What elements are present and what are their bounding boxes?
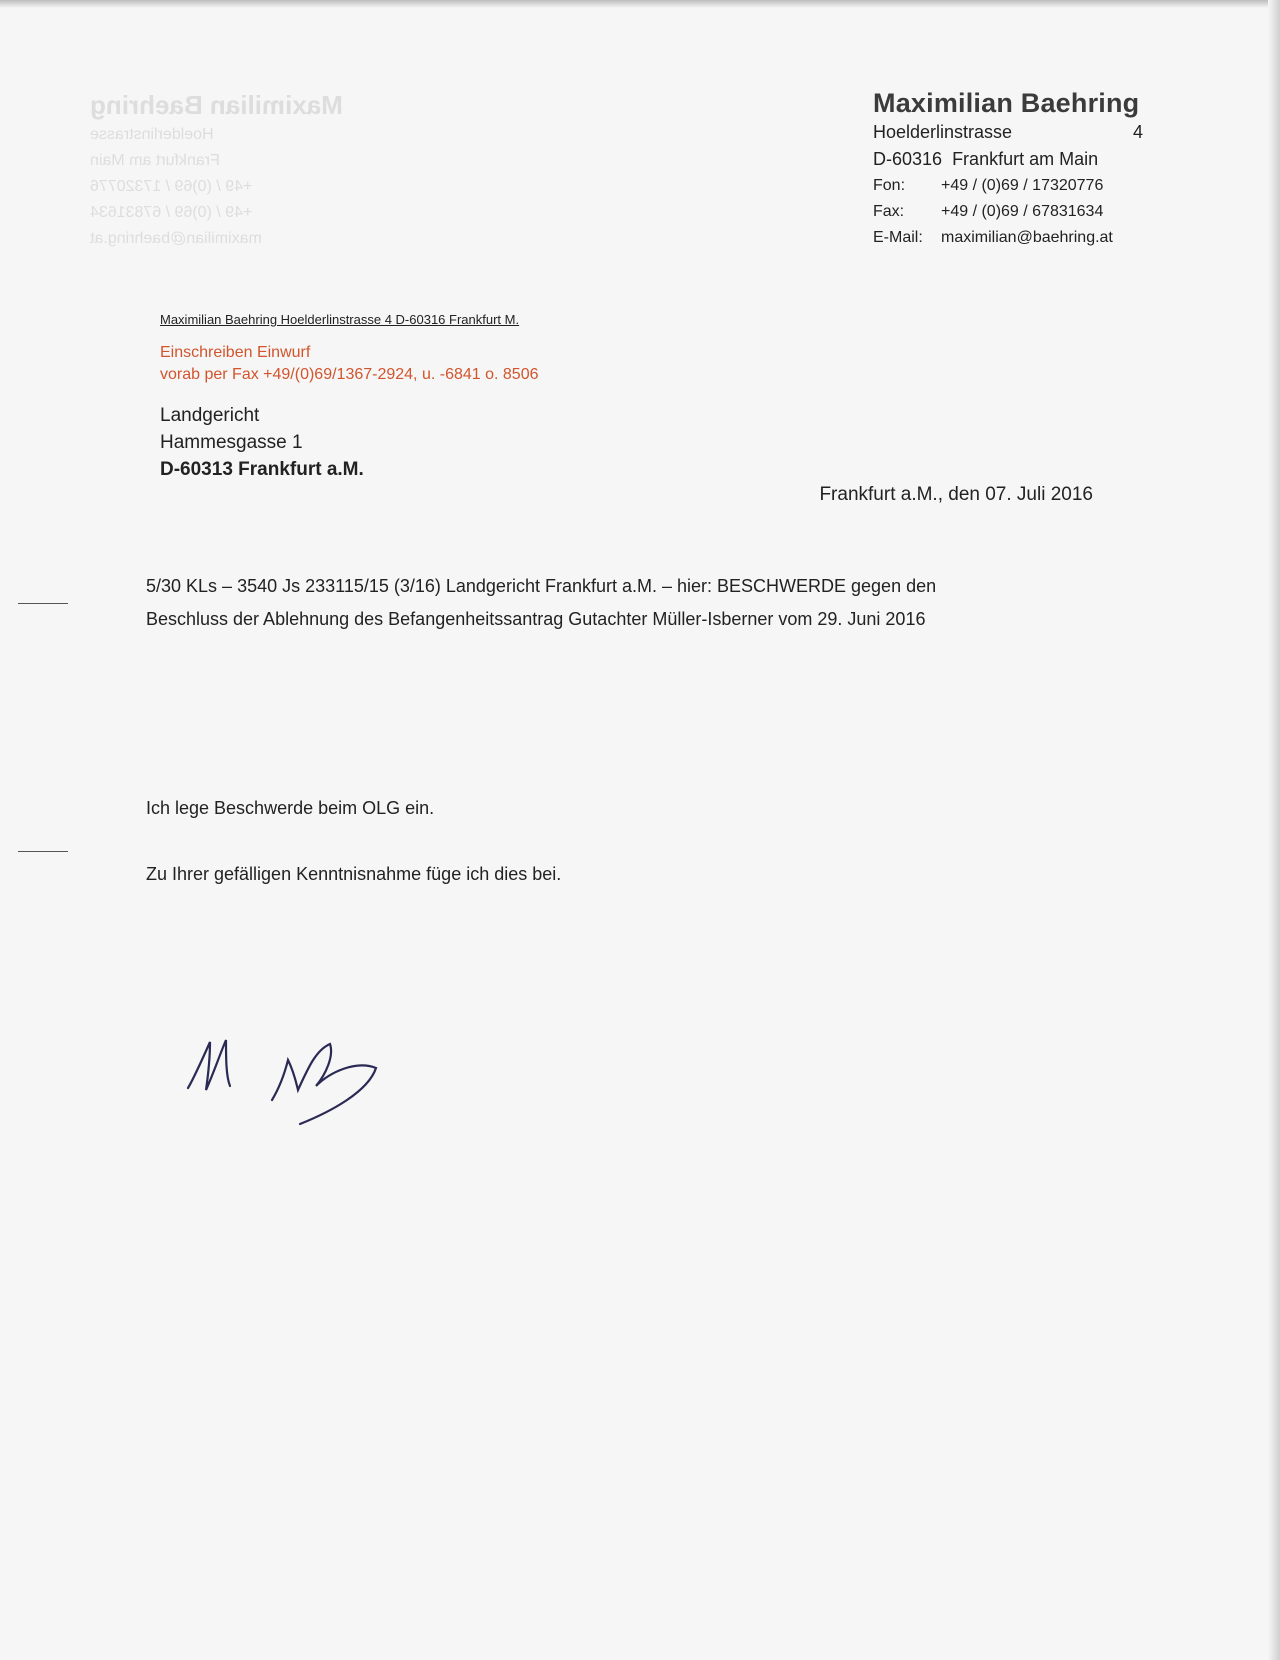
return-address-line: Maximilian Baehring Hoelderlinstrasse 4 D-60316 Frankfurt M.	[160, 312, 520, 327]
phone-label: Fon:	[873, 177, 906, 194]
sender-city-line	[873, 146, 1143, 173]
sender-house-number: 4	[1132, 122, 1143, 142]
sender-city: Frankfurt am Main	[952, 149, 1099, 169]
sender-zip: D-60316	[873, 149, 943, 169]
sender-fax-row	[873, 199, 1143, 225]
signature	[180, 1020, 420, 1130]
sender-block	[873, 88, 1143, 251]
email-address: maximilian@baehring.at	[941, 229, 1113, 246]
fold-mark-top	[18, 603, 68, 604]
sender-street-line	[873, 119, 1143, 146]
sender-name: Maximilian Baehring	[873, 88, 1140, 118]
sender-phone-row	[873, 173, 1143, 199]
sender-street: Hoelderlinstrasse	[873, 122, 1013, 142]
delivery-method: Einschreiben Einwurf	[160, 344, 311, 361]
fax-advance-note: vorab per Fax +49/(0)69/1367-2924, u. -6841 o. 8506	[160, 366, 539, 383]
bleed-through-header: Maximilian Baehring Hoelderlinstrasse Frankfurt am Main +49 / (0)69 / 17320776 +49 / (0)69 / 67831634 maximilian@baehring.at	[90, 90, 343, 247]
fax-number: +49 / (0)69 / 67831634	[941, 203, 1104, 220]
phone-number: +49 / (0)69 / 17320776	[941, 177, 1104, 194]
email-label: E-Mail:	[873, 229, 923, 246]
recipient-city: D-60313 Frankfurt a.M.	[160, 459, 364, 480]
subject-line-2: Beschluss der Ablehnung des Befangenheitssantrag Gutachter Müller-Isberner vom 29. Juni 2016	[146, 609, 926, 629]
scan-edge-top	[0, 0, 1280, 8]
sender-email-row	[873, 225, 1143, 251]
recipient-block	[160, 402, 364, 483]
recipient-name: Landgericht	[160, 405, 260, 426]
recipient-street: Hammesgasse 1	[160, 432, 303, 453]
subject-line	[146, 570, 936, 636]
fold-mark-bottom	[18, 851, 68, 852]
subject-line-1: 5/30 KLs – 3540 Js 233115/15 (3/16) Landgericht Frankfurt a.M. – hier: BESCHWERDE gegen den	[146, 576, 937, 596]
body-paragraph-2: Zu Ihrer gefälligen Kenntnisnahme füge ich dies bei.	[146, 864, 562, 884]
fax-label: Fax:	[873, 203, 905, 220]
body-paragraph-1: Ich lege Beschwerde beim OLG ein.	[146, 798, 435, 818]
date-line: Frankfurt a.M., den 07. Juli 2016	[819, 484, 1093, 505]
scan-edge-right	[1268, 0, 1280, 1660]
